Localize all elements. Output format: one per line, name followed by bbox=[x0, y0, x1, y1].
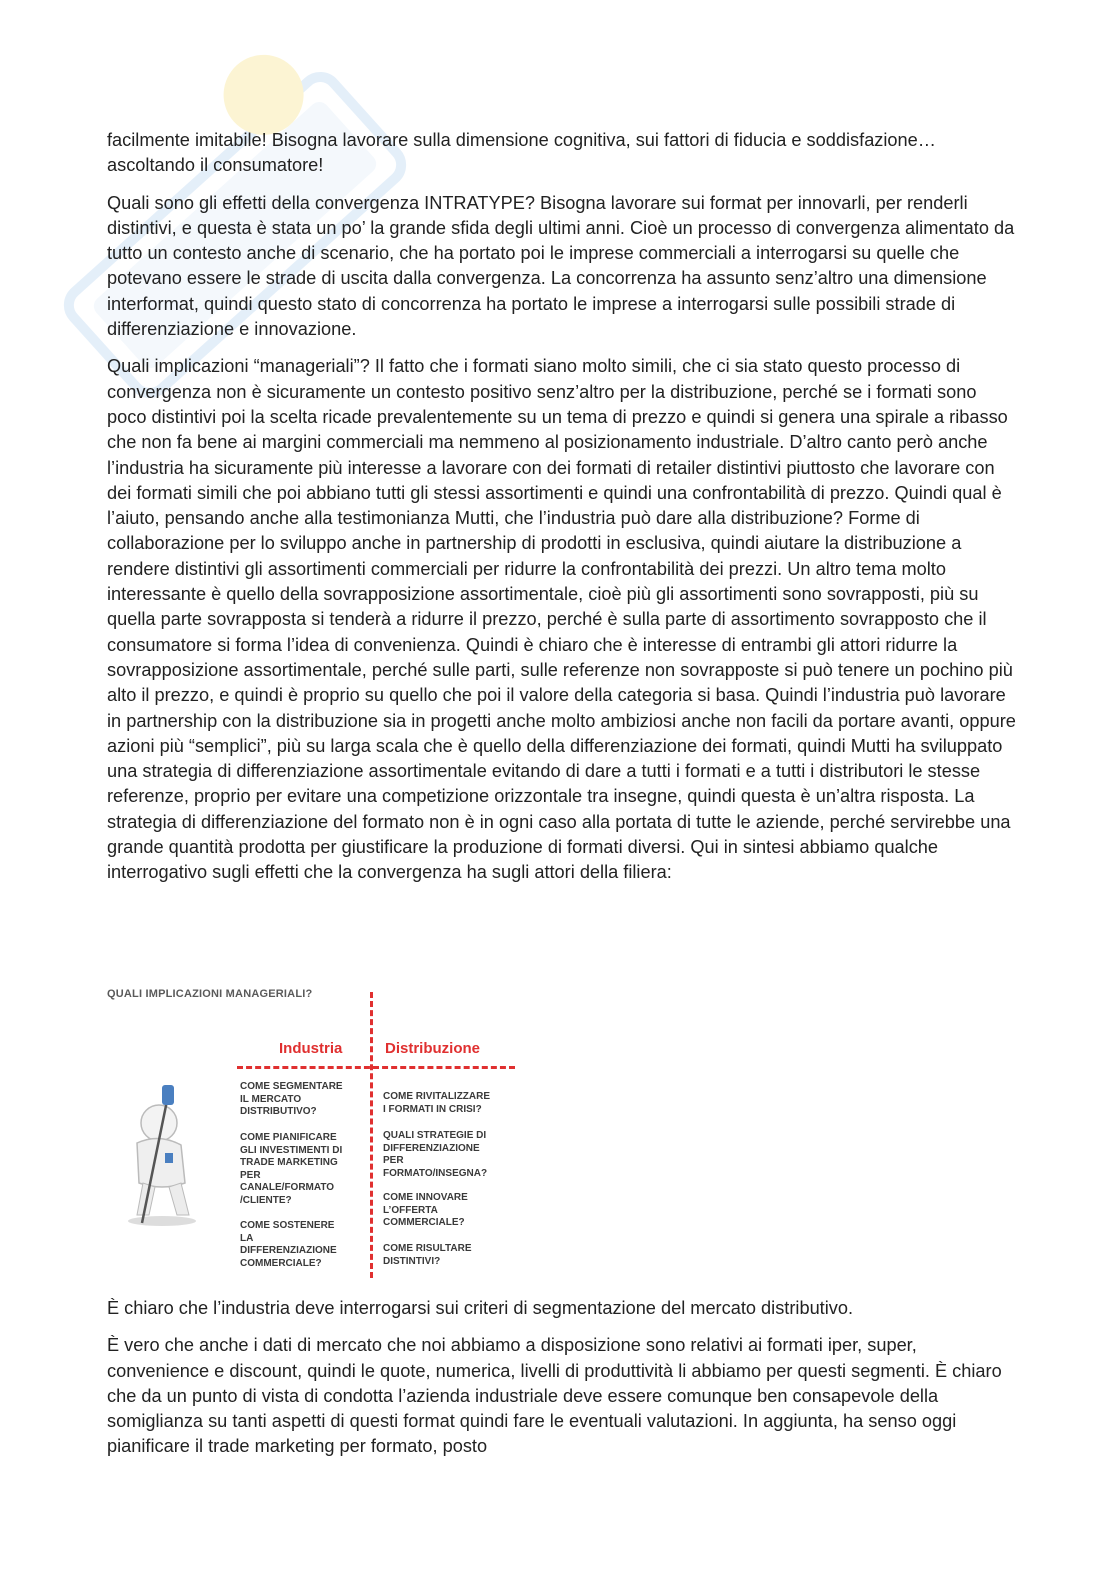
distribuzione-question: COME INNOVARE L’OFFERTA COMMERCIALE? bbox=[383, 1192, 468, 1229]
paragraph: È chiaro che l’industria deve interrogarsi sui criteri di segmentazione del mercato distributivo. bbox=[107, 1298, 854, 1318]
body-text-continued bbox=[107, 1296, 1017, 1472]
body-text bbox=[107, 128, 1017, 898]
distribuzione-heading: Distribuzione bbox=[385, 1040, 481, 1057]
thinking-man-figure-icon bbox=[107, 1083, 217, 1228]
paragraph: Quali sono gli effetti della convergenza INTRATYPE? Bisogna lavorare sui format per innovarli, per renderli distintivi, e questa è stata un po’ la grande sfida degli ultimi anni. Cioè un processo di convergenza alimentato da tutto un contesto anche di scenario, che ha portato poi le imprese commerciali a interrogarsi su quelle che potevano essere le strade di uscita dalla convergenza. La concorrenza ha assunto senz’altro una dimensione interformat, quindi questo stato di concorrenza ha portato le imprese a interrogarsi sulle possibili strade di differenziazione e innovazione. bbox=[107, 192, 1015, 340]
managerial-implications-figure bbox=[107, 988, 527, 1280]
paragraph: È vero che anche i dati di mercato che noi abbiamo a disposizione sono relativi ai formati iper, super, convenience e discount, quindi le quote, numerica, livelli di produttività li abbiamo per questi segmenti. È chiaro che da un punto di vista di condotta l’azienda industriale deve essere comunque ben consapevole della somiglianza su tanti aspetti di questi format quindi fare le eventuali valutazioni. In aggiunta, ha senso oggi pianificare il trade marketing per formato, posto bbox=[107, 1335, 1002, 1457]
figure-title: QUALI IMPLICAZIONI MANAGERIALI? bbox=[107, 988, 313, 1000]
paragraph: Quali implicazioni “manageriali”? Il fatto che i formati siano molto simili, che ci sia stato questo processo di convergenza non è sicuramente un contesto positivo senz’altro per la distribuzione, perché se i formati sono poco distintivi poi la scelta ricade prevalentemente su un tema di prezzo e quindi si genera una spirale a ribasso che non fa bene ai margini commerciali ma nemmeno al posizionamento industriale. D’altro canto però anche l’industria ha sicuramente più interesse a lavorare con dei formati di retailer distintivi piuttosto che lavorare con dei formati simili che poi abbiano tutti gli stessi assortimenti e quindi una confrontabilità di prezzo. Quindi qual è l’aiuto, pensando anche alla testimonianza Mutti, che l’industria può dare alla distribuzione? Forme di collaborazione per lo sviluppo anche in partnership di prodotti in esclusiva, quindi aiutare la distribuzione a rendere distintivi gli assortimenti commerciali per ridurre la confrontabilità dei prezzi. Un altro tema molto interessante è quello della sovrapposizione assortimentale, cioè più gli assortimenti sono sovrapposti, più su quella parte sovrapposta si tenderà a ridurre il prezzo, perché è sulla parte di assortimento sovrapposto che il consumatore si forma l’idea di convenienza. Quindi è chiaro che è interesse di entrambi gli attori ridurre la sovrapposizione assortimentale, perché sulle parti, sulle referenze non sovrapposte si può tenere un pochino più alto il prezzo, e quindi è proprio su quello che poi il valore della categoria si basa. Quindi l’industria può lavorare in partnership con la distribuzione sia in progetti anche molto ambiziosi anche non facili da portare avanti, oppure azioni più “semplici”, più su larga scala che è quello della differenziazione dei formati, quindi Mutti ha sviluppato una strategia di differenziazione assortimentale evitando di dare a tutti i formati e a tutti i distributori le stesse referenze, proprio per evitare una competizione orizzontale tra insegne, quindi questa è un’altra risposta. La strategia di differenziazione del formato non è in ogni caso alla portata di tutte le aziende, perché servirebbe una grande quantità prodotta per giustificare la produzione di formati diversi. Qui in sintesi abbiamo qualche interrogativo sugli effetti che la convergenza ha sugli attori della filiera: bbox=[107, 356, 1016, 883]
distribuzione-question: COME RIVITALIZZARE I FORMATI IN CRISI? bbox=[383, 1091, 491, 1115]
industria-question: COME SOSTENERE LA DIFFERENZIAZIONE COMMERCIALE? bbox=[240, 1220, 337, 1269]
distribuzione-question: COME RISULTARE DISTINTIVI? bbox=[383, 1243, 472, 1267]
industria-heading: Industria bbox=[279, 1040, 343, 1057]
paragraph: facilmente imitabile! Bisogna lavorare sulla dimensione cognitiva, sui fattori di fiducia e soddisfazione…ascoltando il consumatore! bbox=[107, 130, 936, 176]
distribuzione-question: QUALI STRATEGIE DI DIFFERENZIAZIONE PER FORMATO/INSEGNA? bbox=[383, 1130, 488, 1179]
industria-question: COME SEGMENTARE IL MERCATO DISTRIBUTIVO? bbox=[240, 1081, 343, 1118]
horizontal-divider bbox=[237, 1066, 515, 1069]
vertical-divider bbox=[370, 992, 373, 1278]
industria-question: COME PIANIFICARE GLI INVESTIMENTI DI TRADE MARKETING PER CANALE/FORMATO /CLIENTE? bbox=[240, 1132, 343, 1206]
